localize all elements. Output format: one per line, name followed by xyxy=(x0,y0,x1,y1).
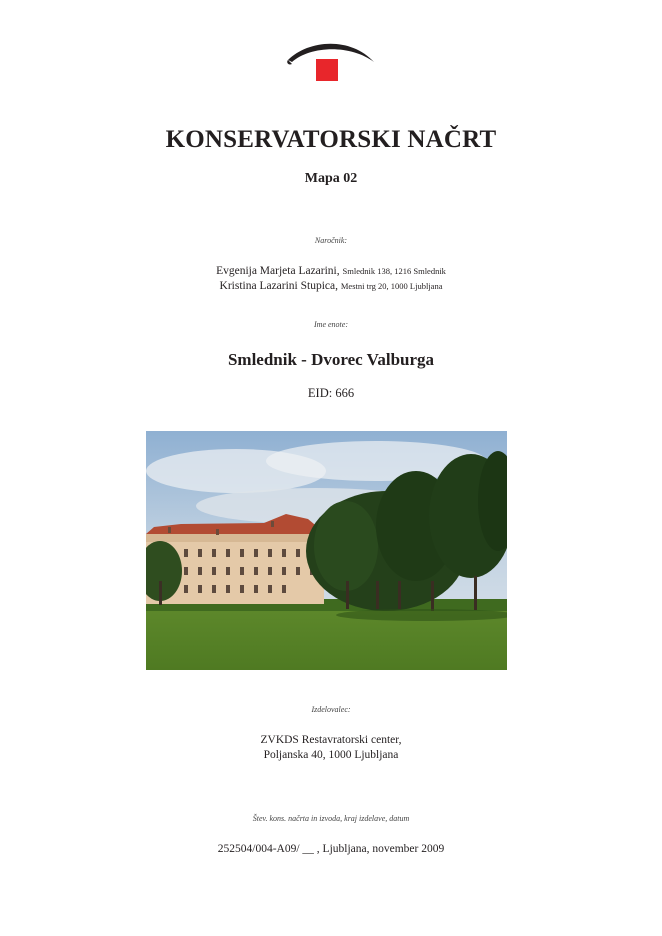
unit-eid: EID: 666 xyxy=(307,386,355,400)
client-name: Evgenija Marjeta Lazarini, xyxy=(216,265,340,277)
reference-number: 252504/004-A09/ __ , Ljubljana, november 2009 xyxy=(217,843,445,855)
document-title: KONSERVATORSKI NAČRT xyxy=(165,126,497,153)
mansion-photo-illustration xyxy=(146,431,507,670)
unit-caption: Ime enote: xyxy=(314,320,348,329)
institution-logo xyxy=(280,38,380,84)
client-line xyxy=(0,279,662,293)
client-line xyxy=(0,264,662,278)
unit-name: Smlednik - Dvorec Valburga xyxy=(227,350,435,369)
client-caption: Naročnik: xyxy=(314,236,348,245)
maker-address: Poljanska 40, 1000 Ljubljana xyxy=(263,749,399,761)
logo-red-square xyxy=(316,59,338,81)
client-address: Mestni trg 20, 1000 Ljubljana xyxy=(340,281,443,291)
maker-name: ZVKDS Restavratorski center, xyxy=(260,734,402,746)
maker-caption: Izdelovalec: xyxy=(311,705,351,714)
document-subtitle: Mapa 02 xyxy=(304,171,358,186)
client-address: Smlednik 138, 1216 Smlednik xyxy=(342,266,446,276)
reference-caption: Štev. kons. načrta in izvoda, kraj izdelave, datum xyxy=(252,814,410,823)
mansion-photo xyxy=(146,431,507,670)
client-name: Kristina Lazarini Stupica, xyxy=(219,280,338,292)
